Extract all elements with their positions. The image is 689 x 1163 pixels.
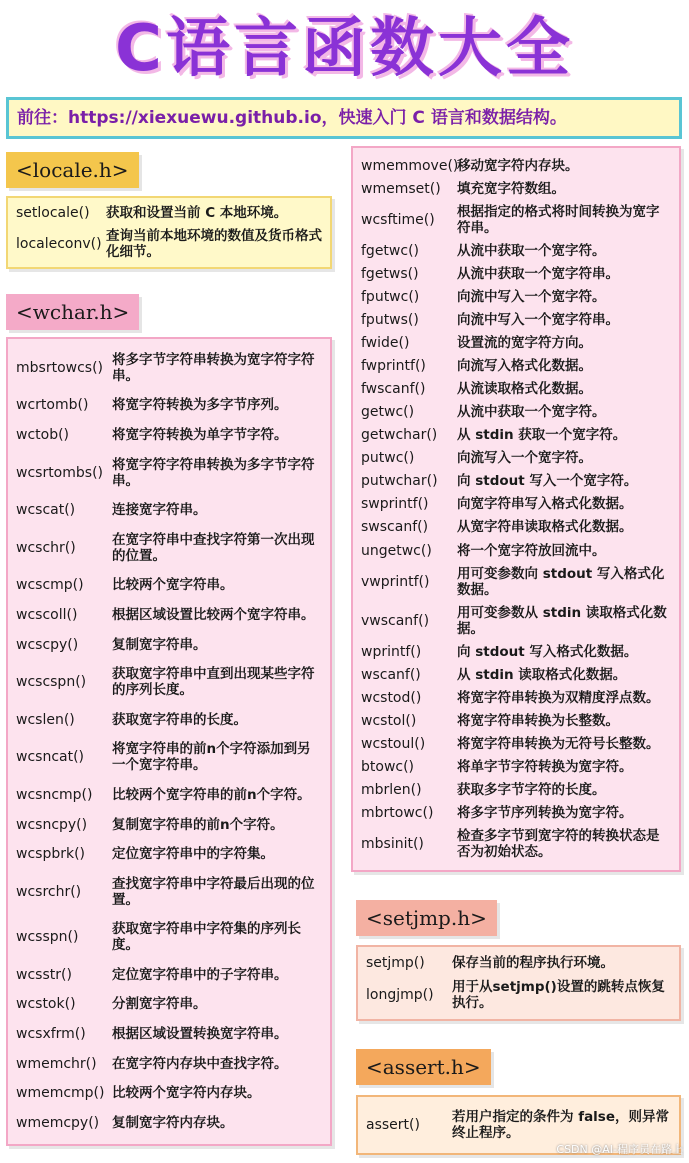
function-description: 将宽字符串的前n个字符添加到另一个宽字符串。 [112, 741, 311, 774]
function-name: vwscanf() [361, 612, 430, 629]
setjmp-header: <setjmp.h> [356, 900, 497, 936]
function-row [361, 204, 671, 236]
function-row [361, 566, 671, 598]
function-name: mbsinit() [361, 836, 424, 853]
function-name: setlocale() [16, 205, 90, 222]
function-name: wcstok() [16, 996, 76, 1013]
function-name: vwprintf() [361, 573, 430, 590]
page-title: C语言函数大全 [115, 12, 574, 86]
function-row [16, 1085, 322, 1101]
function-row [361, 358, 671, 374]
function-row [16, 352, 322, 384]
function-row [16, 1026, 322, 1042]
function-name: wcsncat() [16, 749, 85, 766]
function-name: fwprintf() [361, 358, 426, 375]
function-name: btowc() [361, 759, 415, 776]
function-description: 复制宽字符串。 [112, 636, 207, 653]
function-description: 获取宽字符串的长度。 [112, 711, 247, 728]
function-name: wcspbrk() [16, 846, 86, 863]
function-description: 获取宽字符串中直到出现某些字符的序列长度。 [112, 666, 315, 699]
function-name: fgetwc() [361, 242, 419, 259]
function-name: wctob() [16, 426, 70, 443]
function-row [361, 644, 671, 660]
function-description: 比较两个宽字符串。 [112, 577, 234, 594]
function-row [361, 782, 671, 798]
watermark: CSDN @AI-程序员在路上 [556, 1143, 683, 1156]
function-name: localeconv() [16, 235, 102, 252]
function-row [366, 955, 671, 971]
function-name: ungetwc() [361, 542, 432, 559]
function-row [16, 1115, 322, 1131]
function-name: wcscmp() [16, 577, 84, 594]
function-description: 用于从setjmp()设置的跳转点恢复执行。 [452, 979, 665, 1011]
function-description: 向 stdout 写入一个宽字符。 [457, 473, 638, 490]
function-description: 连接宽字符串。 [112, 502, 207, 519]
function-name: fgetws() [361, 265, 419, 282]
function-name: putwc() [361, 450, 415, 467]
function-row [366, 979, 671, 1011]
function-description: 比较两个宽字符内存块。 [112, 1085, 261, 1102]
function-row [16, 996, 322, 1012]
function-row [16, 876, 322, 908]
function-description: 将宽字符转换为单字节字符。 [112, 426, 288, 443]
function-description: 用可变参数向 stdout 写入格式化数据。 [457, 565, 665, 598]
function-name: wcsrchr() [16, 883, 82, 900]
function-description: 将多字节字符串转换为宽字符字符串。 [112, 351, 315, 384]
function-row [361, 404, 671, 420]
function-name: mbsrtowcs() [16, 359, 103, 376]
function-row [361, 312, 671, 328]
function-name: wcslen() [16, 711, 75, 728]
function-name: fputws() [361, 311, 419, 328]
function-name: swscanf() [361, 519, 429, 536]
function-row [361, 181, 671, 197]
function-name: wcsspn() [16, 929, 79, 946]
function-row [16, 532, 322, 564]
function-row [361, 243, 671, 259]
function-row [361, 450, 671, 466]
function-description: 比较两个宽字符串的前n个字符。 [112, 786, 311, 803]
wchar-function-list-continued [351, 146, 681, 872]
function-row [361, 158, 671, 174]
function-description: 保存当前的程序执行环境。 [452, 955, 614, 971]
function-name: putwchar() [361, 473, 438, 490]
function-name: wmemset() [361, 180, 441, 197]
function-row [361, 805, 671, 821]
function-row [366, 1109, 671, 1141]
function-row [361, 690, 671, 706]
function-description: 移动宽字符内存块。 [457, 157, 579, 174]
function-row [16, 787, 322, 803]
function-description: 查找宽字符串中字符最后出现的位置。 [112, 875, 315, 908]
function-description: 根据指定的格式将时间转换为宽字符串。 [457, 203, 660, 236]
function-name: wcstoul() [361, 735, 426, 752]
function-description: 分割宽字符串。 [112, 996, 207, 1013]
function-description: 在宽字符内存块中查找字符。 [112, 1055, 288, 1072]
function-row [16, 205, 322, 221]
function-description: 从流中获取一个宽字符串。 [457, 265, 619, 282]
function-description: 将宽字符串转换为长整数。 [457, 712, 619, 729]
function-name: wprintf() [361, 643, 422, 660]
function-name: wcschr() [16, 539, 76, 556]
function-row [16, 666, 322, 698]
function-description: 定位宽字符串中的子字符串。 [112, 966, 288, 983]
function-description: 向流写入一个宽字符。 [457, 450, 592, 467]
function-row [16, 741, 322, 773]
function-description: 从宽字符串读取格式化数据。 [457, 519, 633, 536]
function-row [16, 712, 322, 728]
function-name: getwc() [361, 404, 415, 421]
function-row [361, 713, 671, 729]
function-row [16, 457, 322, 489]
function-description: 将宽字符字符串转换为多字节字符串。 [112, 456, 315, 489]
function-name: mbrlen() [361, 782, 422, 799]
locale-header: <locale.h> [6, 152, 139, 188]
function-name: setjmp() [366, 955, 425, 971]
function-name: mbrtowc() [361, 805, 434, 822]
function-description: 设置流的宽字符方向。 [457, 334, 592, 351]
function-row [16, 637, 322, 653]
function-description: 获取和设置当前 C 本地环境。 [106, 205, 288, 222]
function-description: 从流中获取一个宽字符。 [457, 404, 606, 421]
function-name: wcsncpy() [16, 816, 88, 833]
function-name: wcscat() [16, 502, 76, 519]
function-row [16, 607, 322, 623]
function-name: wcsftime() [361, 211, 435, 228]
function-name: wmemcmp() [16, 1085, 105, 1102]
wchar-header: <wchar.h> [6, 294, 139, 330]
function-description: 将宽字符串转换为双精度浮点数。 [457, 689, 660, 706]
function-row [16, 967, 322, 983]
function-name: wmemcpy() [16, 1114, 100, 1131]
function-row [16, 1056, 322, 1072]
function-row [16, 502, 322, 518]
function-description: 从流读取格式化数据。 [457, 381, 592, 398]
function-description: 将多字节序列转换为宽字符。 [457, 805, 633, 822]
function-description: 获取宽字符串中字符集的序列长度。 [112, 921, 301, 954]
function-name: wcscpy() [16, 636, 79, 653]
function-row [16, 817, 322, 833]
function-description: 复制宽字符串的前n个字符。 [112, 816, 284, 833]
function-row [361, 427, 671, 443]
function-row [361, 667, 671, 683]
function-name: wcstod() [361, 689, 422, 706]
function-description: 从 stdin 读取格式化数据。 [457, 666, 627, 683]
function-row [361, 736, 671, 752]
function-description: 查询当前本地环境的数值及货币格式化细节。 [106, 227, 322, 260]
function-row [361, 473, 671, 489]
intro-banner: 前往：https://xiexuewu.github.io，快速入门 C 语言和数据结构。 [6, 97, 682, 139]
function-row [16, 397, 322, 413]
function-name: getwchar() [361, 427, 438, 444]
function-name: wcsstr() [16, 966, 72, 983]
function-name: fwscanf() [361, 381, 426, 398]
function-description: 向宽字符串写入格式化数据。 [457, 496, 633, 513]
function-name: wcrtomb() [16, 397, 89, 414]
function-name: fwide() [361, 334, 410, 351]
function-name: assert() [366, 1117, 420, 1133]
function-description: 将宽字符串转换为无符号长整数。 [457, 735, 660, 752]
function-name: wscanf() [361, 666, 421, 683]
locale-function-list [6, 196, 332, 269]
function-description: 若用户指定的条件为 false，则异常终止程序。 [452, 1109, 670, 1141]
function-name: wcsncmp() [16, 786, 93, 803]
function-description: 向流中写入一个宽字符串。 [457, 311, 619, 328]
function-description: 获取多字节字符的长度。 [457, 782, 606, 799]
function-name: wmemmove() [361, 157, 459, 174]
function-description: 检查多字节到宽字符的转换状态是否为初始状态。 [457, 828, 660, 861]
function-name: wmemchr() [16, 1055, 97, 1072]
function-description: 在宽字符串中查找字符第一次出现的位置。 [112, 531, 315, 564]
function-name: swprintf() [361, 496, 429, 513]
function-row [16, 846, 322, 862]
function-description: 填充宽字符数组。 [457, 180, 565, 197]
setjmp-function-list [356, 945, 681, 1021]
function-row [361, 605, 671, 637]
function-name: wcsrtombs() [16, 464, 103, 481]
function-name: wcsxfrm() [16, 1026, 86, 1043]
function-row [16, 427, 322, 443]
function-description: 根据区域设置比较两个宽字符串。 [112, 606, 315, 623]
function-description: 根据区域设置转换宽字符串。 [112, 1026, 288, 1043]
wchar-function-list [6, 337, 332, 1146]
function-description: 从 stdin 获取一个宽字符。 [457, 427, 627, 444]
function-row [361, 266, 671, 282]
function-row [361, 519, 671, 535]
function-description: 将单字节字符转换为宽字符。 [457, 759, 633, 776]
function-row [361, 759, 671, 775]
function-description: 向流中写入一个宽字符。 [457, 288, 606, 305]
function-name: wcscoll() [16, 606, 78, 623]
function-row [361, 335, 671, 351]
function-name: fputwc() [361, 288, 420, 305]
function-description: 将宽字符转换为多字节序列。 [112, 397, 288, 414]
assert-header: <assert.h> [356, 1049, 491, 1085]
function-row [361, 289, 671, 305]
function-description: 复制宽字符内存块。 [112, 1114, 234, 1131]
function-name: longjmp() [366, 987, 434, 1003]
function-description: 从流中获取一个宽字符。 [457, 242, 606, 259]
function-row [361, 828, 671, 860]
function-row [16, 228, 322, 260]
function-description: 将一个宽字符放回流中。 [457, 542, 606, 559]
function-name: wcscspn() [16, 674, 87, 691]
function-name: wcstol() [361, 712, 417, 729]
function-row [16, 577, 322, 593]
function-description: 用可变参数从 stdin 读取格式化数据。 [457, 604, 667, 637]
function-description: 定位宽字符串中的字符集。 [112, 846, 274, 863]
function-row [361, 381, 671, 397]
function-description: 向 stdout 写入格式化数据。 [457, 643, 638, 660]
function-description: 向流写入格式化数据。 [457, 358, 592, 375]
function-row [361, 496, 671, 512]
function-row [361, 543, 671, 559]
function-row [16, 921, 322, 953]
